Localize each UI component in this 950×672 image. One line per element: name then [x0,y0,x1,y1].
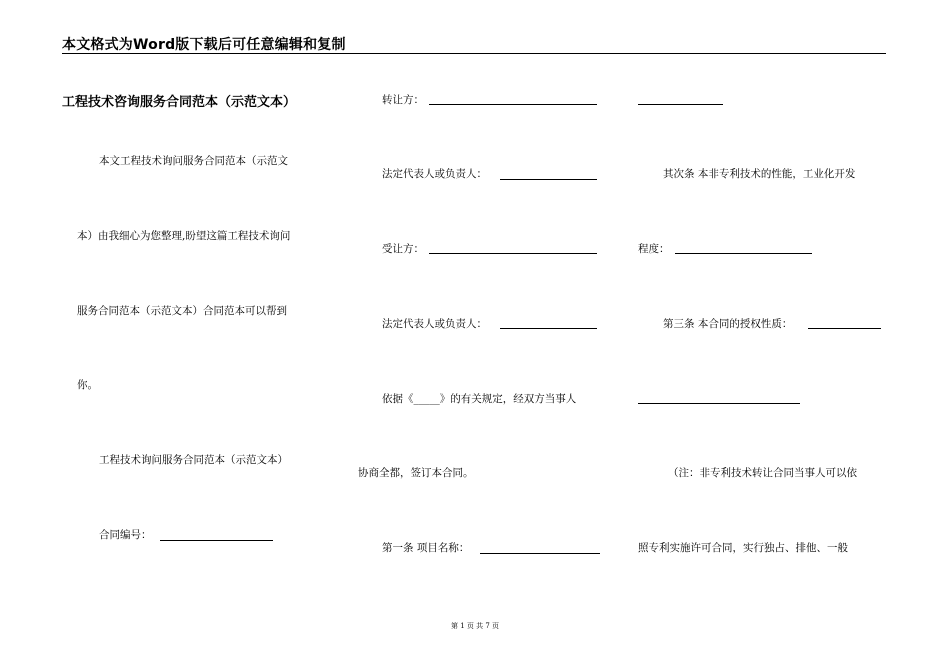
article-1-blank [480,553,600,554]
article-3-blank [808,328,881,329]
intro-line-2: 本）由我细心为您整理,盼望这篇工程技术询问 [77,230,291,242]
article-1-label: 第一条 项目名称： [382,542,470,554]
degree-blank [675,253,812,254]
intro-line-4: 你。 [77,379,98,391]
top-right-blank [638,104,723,105]
contract-subtitle: 工程技术询问服务合同范本（示范文本） [99,454,288,466]
contract-number-label: 合同编号： [99,529,152,541]
legal-rep-2-blank [500,328,597,329]
legal-rep-1-label: 法定代表人或负责人： [382,168,487,180]
note-line-2: 照专利实施许可合同，实行独占、排他、一般 [638,542,848,554]
basis-line-2: 协商全都，签订本合同。 [358,467,474,479]
article-3-continuation-blank [638,403,800,404]
note-line-1: （注：非专利技术转让合同当事人可以依 [668,467,857,479]
page-number: 第 1 页 共 7 页 [450,622,500,630]
basis-line-1: 依据《_____》的有关规定，经双方当事人 [382,393,577,405]
article-2-line-1: 其次条 本非专利技术的性能，工业化开发 [663,168,856,180]
document-title: 工程技术咨询服务合同范本（示范文本） [62,95,297,110]
contract-number-blank [160,540,273,541]
transferee-blank [429,253,597,254]
header-divider [62,53,886,54]
intro-line-3: 服务合同范本（示范文本）合同范本可以帮到 [77,305,287,317]
legal-rep-2-label: 法定代表人或负责人： [382,318,487,330]
intro-line-1: 本文工程技术询问服务合同范本（示范文 [99,155,288,167]
legal-rep-1-blank [500,179,597,180]
article-3-label: 第三条 本合同的授权性质： [663,318,793,330]
transferee-label: 受让方： [382,243,424,255]
transferor-label: 转让方： [382,94,424,106]
document-header: 本文格式为Word版下载后可任意编辑和复制 [62,37,346,53]
degree-label: 程度： [638,243,670,255]
transferor-blank [429,104,597,105]
